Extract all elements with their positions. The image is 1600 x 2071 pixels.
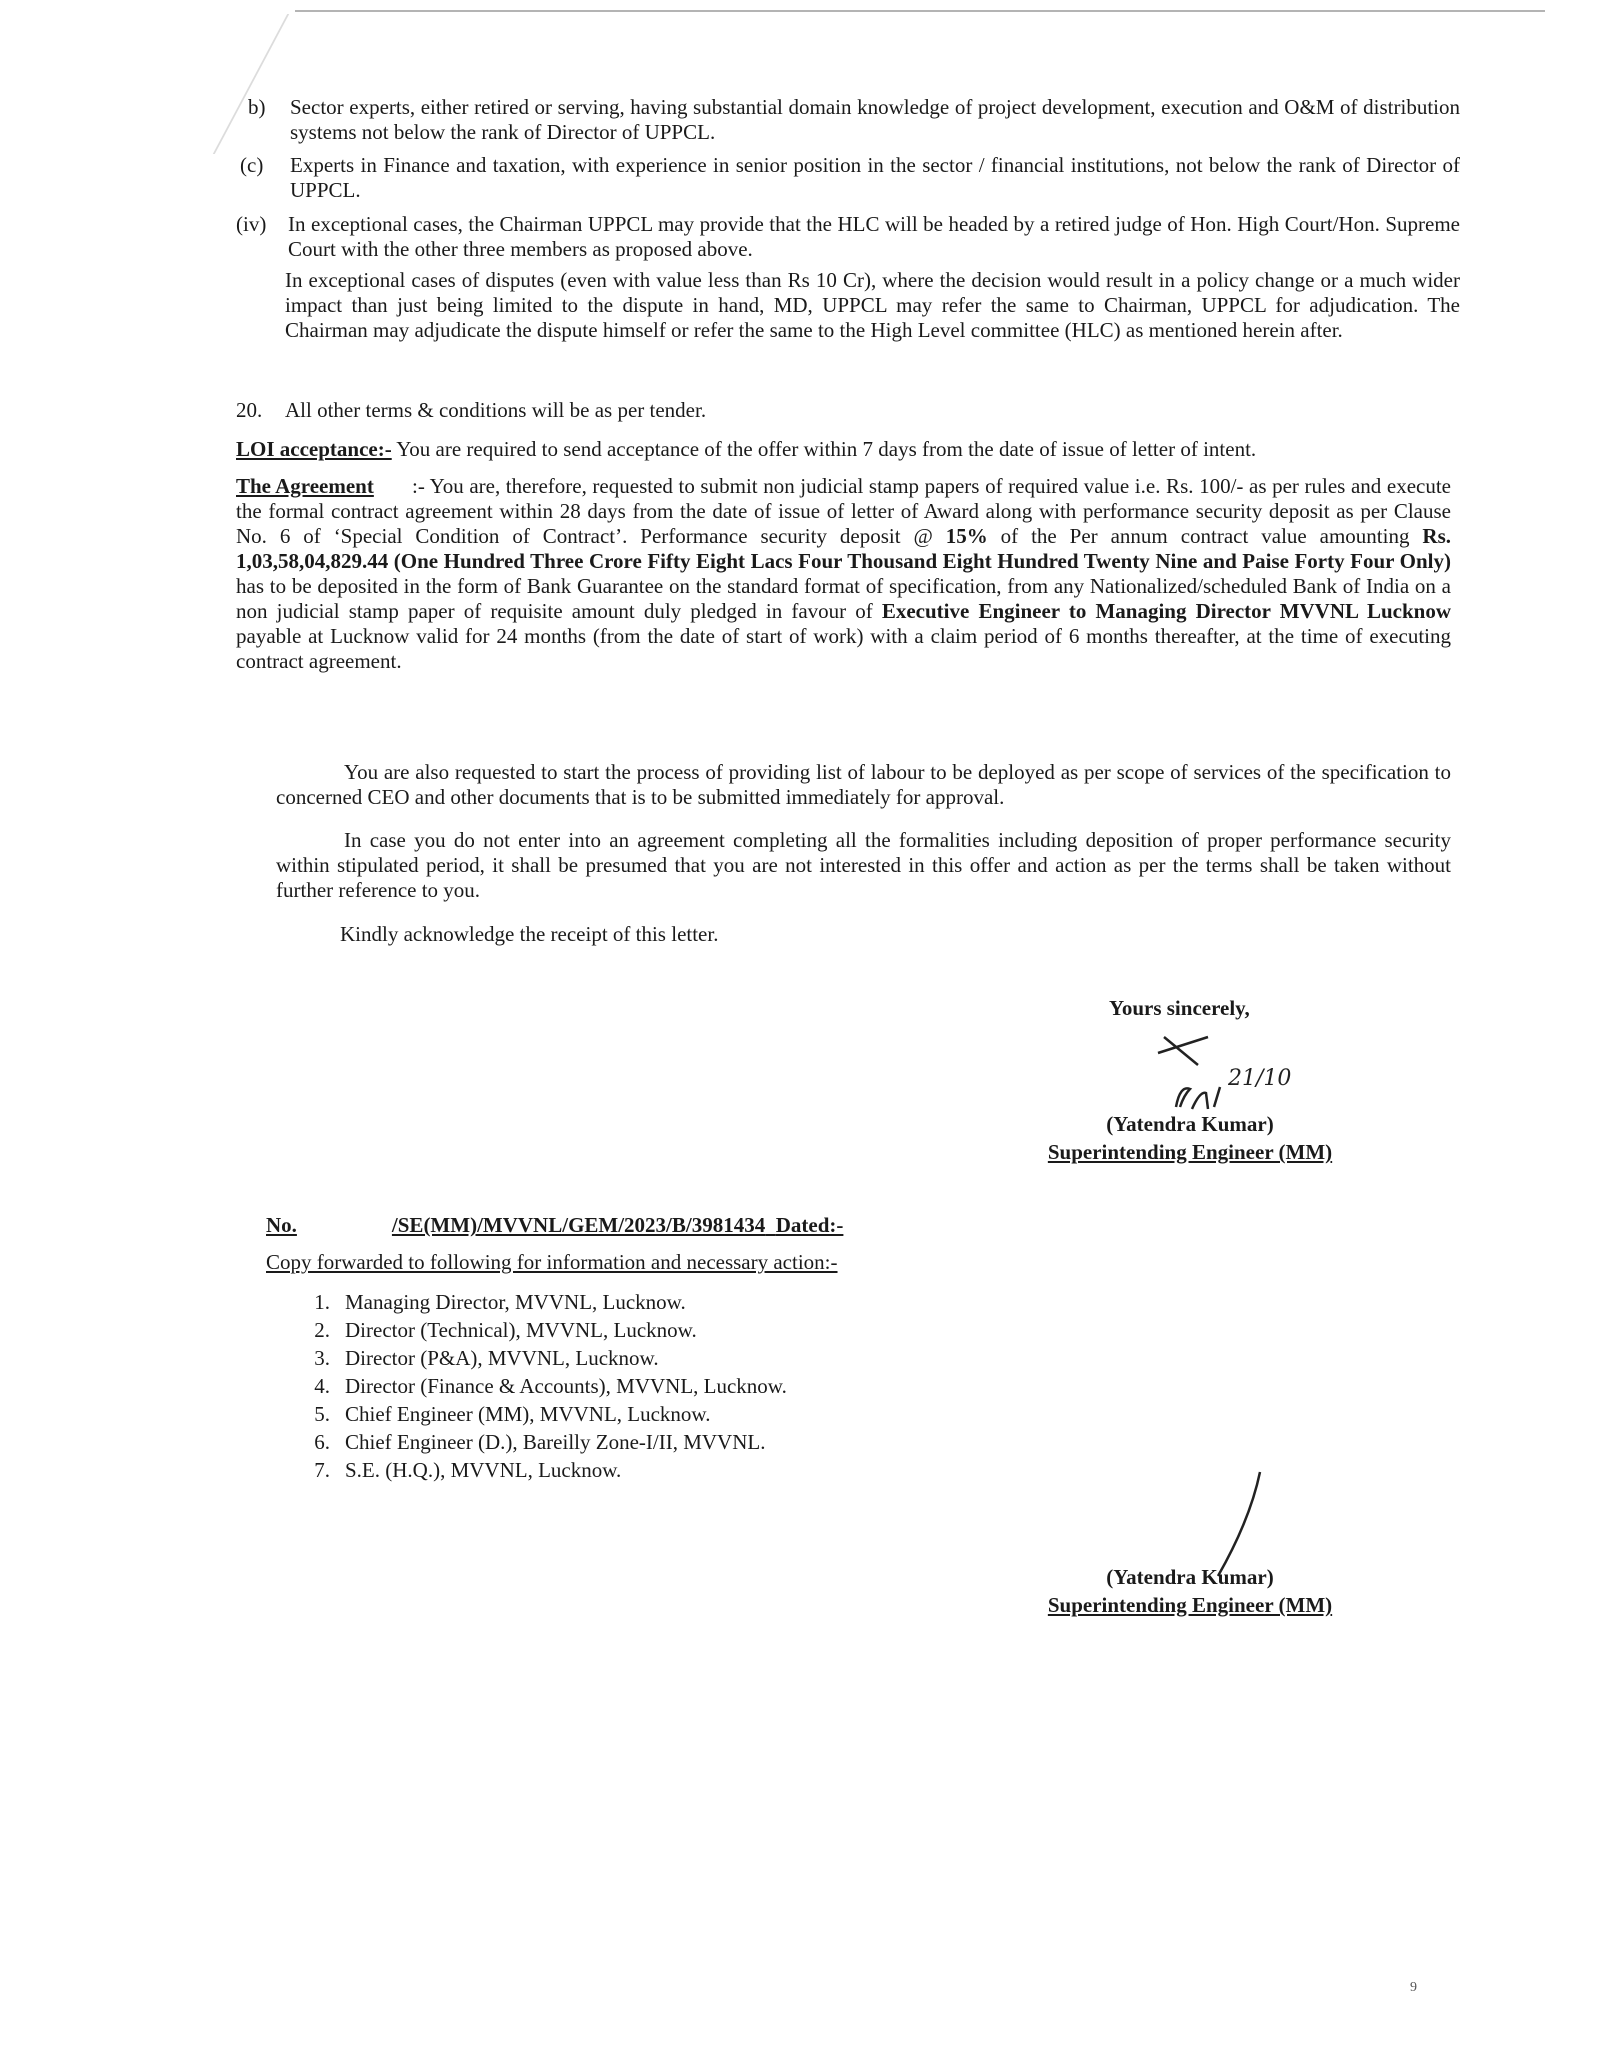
clause-text: All other terms & conditions will be as per tender. bbox=[285, 398, 707, 422]
agreement-amount: Rs. 1,03,58,04,829.44 (One Hundred Three Crore Fifty Eight Lacs Four Thousand Eight Hundred Twenty Nine and Paise Forty Four Only) bbox=[236, 524, 1451, 573]
clause-label: (iv) bbox=[236, 212, 267, 236]
signatory-name: (Yatendra Kumar) bbox=[1106, 1112, 1274, 1136]
clause-text: Sector experts, either retired or serving, having substantial domain knowledge of project development, execution and O&M of distribution systems not below the rank of Director of UPPCL. bbox=[290, 95, 1460, 144]
labour-paragraph: You are also requested to start the process of providing list of labour to be deployed as per scope of services of the specification to concerned CEO and other documents that is to be submitted immediately for approval. bbox=[276, 760, 1451, 809]
signature-stroke bbox=[1210, 1470, 1270, 1580]
clause-text: In exceptional cases of disputes (even with value less than Rs 10 Cr), where the decision would result in a policy change or a much wider impact than just being limited to the dispute in hand, MD, UPPCL may refer the same to Chairman, UPPCL for adjudication. The Chairman may adjudicate the dispute himself or refer the same to the High Level committee (HLC) as mentioned herein after. bbox=[285, 268, 1460, 342]
copy-heading: Copy forwarded to following for information and necessary action:- bbox=[266, 1250, 838, 1274]
clause-label: (c) bbox=[240, 153, 264, 177]
reference-number: /SE(MM)/MVVNL/GEM/2023/B/3981434 bbox=[391, 1213, 766, 1237]
agreement-lead: :- You are, therefore, requested to submit non judicial stamp papers of required value i.e. Rs. 100/- as per rules and execute the formal contract agreement within 28 days from the date of issue of letter of Award along with performance security deposit as per Clause No. 6 of ‘Special Condition of Contract’. Performance security deposit @ bbox=[236, 474, 1451, 548]
agreement-pct: 15% bbox=[945, 524, 988, 548]
reference-dated-label: Dated:- bbox=[775, 1213, 844, 1237]
agreement-heading: The Agreement bbox=[236, 474, 374, 498]
agreement-paragraph bbox=[236, 474, 1451, 674]
agreement-tail: payable at Lucknow valid for 24 months (from the date of start of work) with a claim period of 6 months thereafter, at the time of executing contract agreement. bbox=[236, 624, 1451, 673]
reference-no-label: No. bbox=[266, 1213, 297, 1237]
page-number: 9 bbox=[1410, 1980, 1417, 1995]
signatory-block-copy bbox=[1030, 1565, 1350, 1618]
clause-label: b) bbox=[248, 95, 266, 119]
loi-text: You are required to send acceptance of the offer within 7 days from the date of issue of letter of intent. bbox=[396, 437, 1257, 461]
signatory-title: Superintending Engineer (MM) bbox=[1047, 1140, 1333, 1164]
signature-mark bbox=[1150, 1035, 1292, 1115]
signature-date-text: 21/10 bbox=[1228, 1066, 1292, 1091]
acknowledge-paragraph: Kindly acknowledge the receipt of this letter. bbox=[340, 922, 719, 946]
agreement-mid1: of the Per annum contract value amounting bbox=[987, 524, 1423, 548]
clause-text: Experts in Finance and taxation, with experience in senior position in the sector / financial institutions, not below the rank of Director of UPPCL. bbox=[290, 153, 1460, 202]
clause-label: 20. bbox=[236, 398, 263, 422]
agreement-warning-paragraph: In case you do not enter into an agreement completing all the formalities including deposition of proper performance security within stipulated period, it shall be presumed that you are not interested in this offer and action as per the terms shall be taken without further reference to you. bbox=[276, 828, 1451, 902]
signatory-title: Superintending Engineer (MM) bbox=[1047, 1593, 1333, 1617]
clause-text: In exceptional cases, the Chairman UPPCL may provide that the HLC will be headed by a retired judge of Hon. High Court/Hon. Supreme Court with the other three members as proposed above. bbox=[288, 212, 1460, 261]
agreement-mid2: has to be deposited in the form of Bank Guarantee on the standard format of specification, from any Nationalized/scheduled Bank of India on a non judicial stamp paper of requisite amount duly pledged in favour of bbox=[236, 574, 1451, 623]
loi-heading: LOI acceptance:- bbox=[236, 437, 392, 461]
reference-line bbox=[266, 1213, 843, 1238]
signatory-name: (Yatendra Kumar) bbox=[1106, 1565, 1274, 1589]
agreement-payee: Executive Engineer to Managing Director MVVNL Lucknow bbox=[881, 599, 1452, 623]
loi-acceptance bbox=[236, 437, 1466, 462]
signatory-block bbox=[1030, 1112, 1350, 1165]
scan-edge-line bbox=[295, 10, 1545, 16]
salutation: Yours sincerely, bbox=[1109, 996, 1250, 1020]
